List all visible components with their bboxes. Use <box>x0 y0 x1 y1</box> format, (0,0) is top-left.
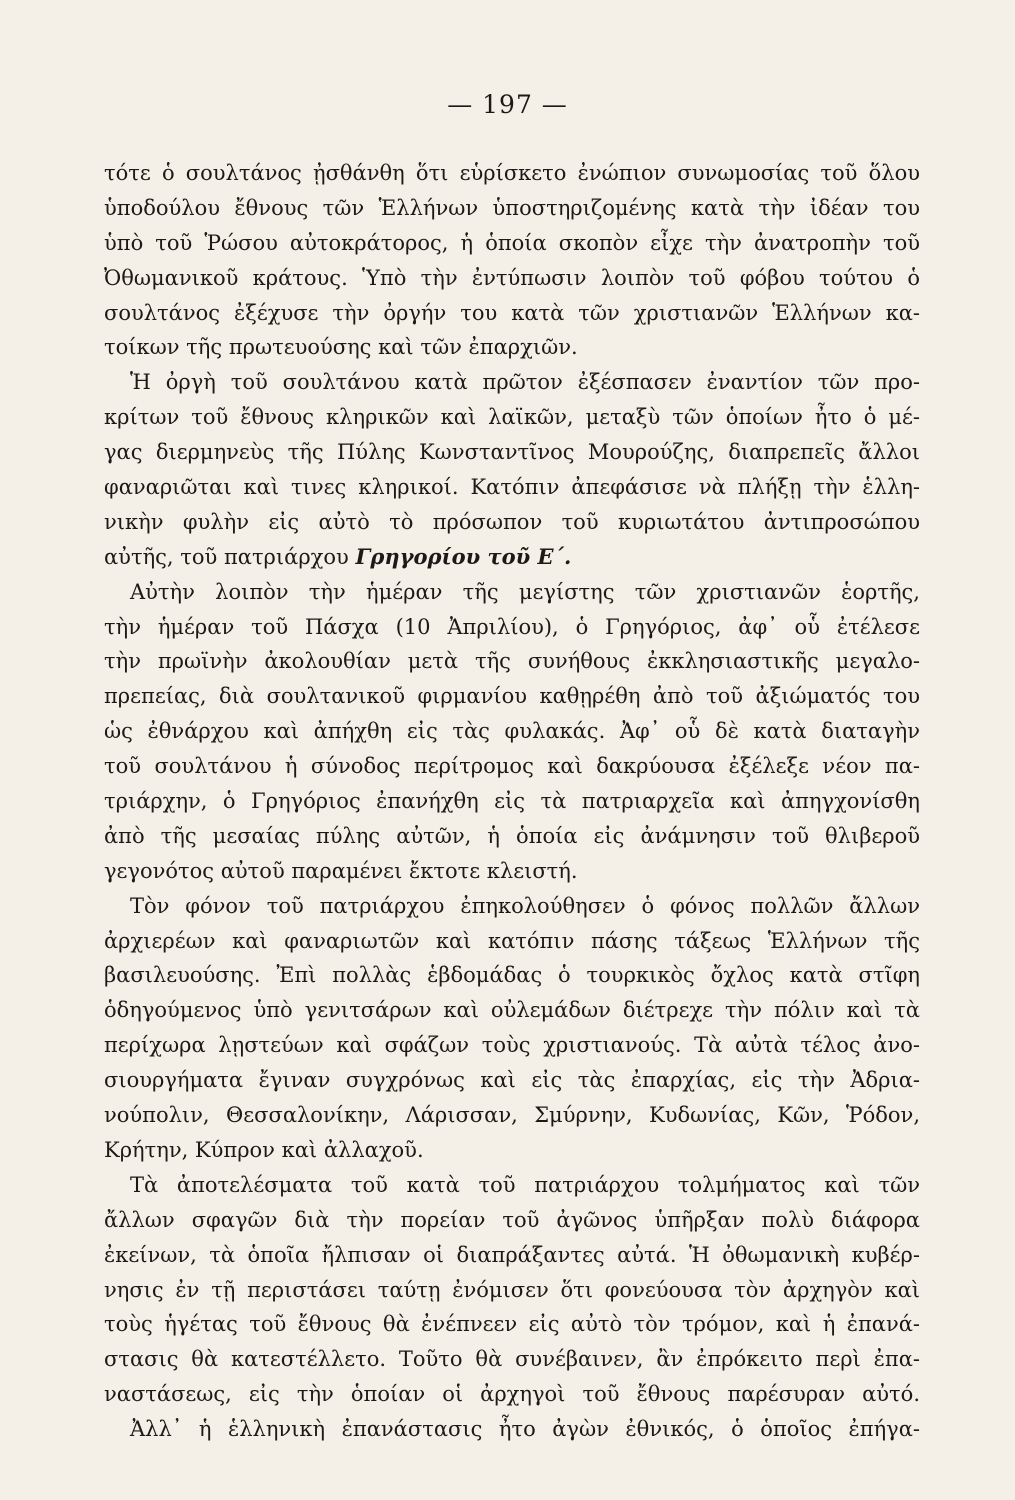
text-line: τοῦ σουλτάνου ἡ σύνοδος περίτρομος καὶ δακρύουσα ἐξέλεξε νέον πα- <box>104 754 920 779</box>
text-line: Τὸν φόνον τοῦ πατριάρχου ἐπηκολούθησεν ὁ φόνος πολλῶν ἄλλων <box>130 893 920 918</box>
text-line: Ἀλλ᾽ ἡ ἑλληνικὴ ἐπανάστασις ἦτο ἀγὼν ἐθνικός, ὁ ὁποῖος ἐπήγα- <box>130 1417 920 1442</box>
text-line: τὴν ἡμέραν τοῦ Πάσχα (10 Ἀπριλίου), ὁ Γρηγόριος, ἀφ᾽ οὗ ἐτέλεσε <box>104 614 920 639</box>
page-number: — 197 — <box>447 90 568 119</box>
text-line: ἄλλων σφαγῶν διὰ τὴν πορείαν τοῦ ἀγῶνος ὑπῆρξαν πολὺ διάφορα <box>104 1207 920 1232</box>
text-line: σιουργήματα ἔγιναν συγχρόνως καὶ εἰς τὰς ἐπαρχίας, εἰς τὴν Ἀδρια- <box>104 1068 920 1093</box>
text-line: στασις θὰ κατεστέλλετο. Τοῦτο θὰ συνέβαινεν, ἂν ἐπρόκειτο περὶ ἐπα- <box>104 1347 920 1372</box>
text-line: σουλτάνος ἐξέχυσε τὴν ὀργήν του κατὰ τῶν χριστιανῶν Ἑλλήνων κα- <box>104 300 920 325</box>
text-line: τὴν πρωϊνὴν ἀκολουθίαν μετὰ τῆς συνήθους ἐκκλησιαστικῆς μεγαλο- <box>104 649 920 674</box>
text-line: ὑπὸ τοῦ Ῥώσου αὐτοκράτορος, ἡ ὁποία σκοπὸν εἶχε τὴν ἀνατροπὴν τοῦ <box>104 230 920 255</box>
text-line: γας διερμηνεὺς τῆς Πύλης Κωνσταντῖνος Μουρούζης, διαπρεπεῖς ἄλλοι <box>104 440 920 465</box>
text-line: ἀπὸ τῆς μεσαίας πύλης αὐτῶν, ἡ ὁποία εἰς ἀνάμνησιν τοῦ θλιβεροῦ <box>104 823 920 848</box>
text-line: ἀρχιερέων καὶ φαναριωτῶν καὶ κατόπιν πάσης τάξεως Ἑλλήνων τῆς <box>104 928 920 953</box>
text-line: περίχωρα λῃστεύων καὶ σφάζων τοὺς χριστιανούς. Τὰ αὐτὰ τέλος ἀνο- <box>104 1033 920 1058</box>
text-line: ὡς ἐθνάρχου καὶ ἀπήχθη εἰς τὰς φυλακάς. Ἀφ᾽ οὗ δὲ κατὰ διαταγὴν <box>104 719 920 744</box>
text-line: τοὺς ἡγέτας τοῦ ἔθνους θὰ ἐνέπνεεν εἰς αὐτὸ τὸν τρόμον, καὶ ἡ ἐπανά- <box>104 1312 920 1337</box>
text-line: τοίκων τῆς πρωτευούσης καὶ τῶν ἐπαρχιῶν. <box>104 335 578 360</box>
text-line: ναστάσεως, εἰς τὴν ὁποίαν οἱ ἀρχηγοὶ τοῦ ἔθνους παρέσυραν αὐτό. <box>104 1382 920 1407</box>
text-line: νούπολιν, Θεσσαλονίκην, Λάρισσαν, Σμύρνην, Κυδωνίας, Κῶν, Ῥόδον, <box>104 1103 920 1128</box>
text-line: κρίτων τοῦ ἔθνους κληρικῶν καὶ λαϊκῶν, μεταξὺ τῶν ὁποίων ἦτο ὁ μέ- <box>104 405 920 430</box>
text-line: Ἡ ὀργὴ τοῦ σουλτάνου κατὰ πρῶτον ἐξέσπασεν ἐναντίον τῶν προ- <box>130 370 920 395</box>
text-line: Τὰ ἀποτελέσματα τοῦ κατὰ τοῦ πατριάρχου τολμήματος καὶ τῶν <box>130 1172 920 1197</box>
text-line: ἐκείνων, τὰ ὁποῖα ἤλπισαν οἱ διαπράξαντες αὐτά. Ἡ ὀθωμανικὴ κυβέρ- <box>104 1242 920 1267</box>
text-line: νησις ἐν τῇ περιστάσει ταύτῃ ἐνόμισεν ὅτι φονεύουσα τὸν ἀρχηγὸν καὶ <box>104 1277 920 1302</box>
text-line: Ὀθωμανικοῦ κράτους. Ὑπὸ τὴν ἐντύπωσιν λοιπὸν τοῦ φόβου τούτου ὁ <box>104 265 920 290</box>
text-line: βασιλευούσης. Ἐπὶ πολλὰς ἑβδομάδας ὁ τουρκικὸς ὄχλος κατὰ στῖφη <box>104 963 920 988</box>
text-line: τριάρχην, ὁ Γρηγόριος ἐπανήχθη εἰς τὰ πατριαρχεῖα καὶ ἀπηγχονίσθη <box>104 789 920 814</box>
text-line: πρεπείας, διὰ σουλτανικοῦ φιρμανίου καθῃρέθη ἀπὸ τοῦ ἀξιώματός του <box>104 684 920 709</box>
text-line: τότε ὁ σουλτάνος ᾐσθάνθη ὅτι εὑρίσκετο ἐνώπιον συνωμοσίας τοῦ ὅλου <box>104 161 920 185</box>
body-text <box>104 156 920 1447</box>
text-line-start: αὐτῆς, τοῦ πατριάρχου <box>104 544 356 569</box>
text-line-with-emphasis <box>104 540 920 575</box>
text-line: φαναριῶται καὶ τινες κληρικοί. Κατόπιν ἀπεφάσισε νὰ πλήξῃ τὴν ἑλλη- <box>104 475 920 500</box>
text-line: Κρήτην, Κύπρον καὶ ἀλλαχοῦ. <box>104 1137 424 1162</box>
text-line: ὁδηγούμενος ὑπὸ γενιτσάρων καὶ οὐλεμάδων διέτρεχε τὴν πόλιν καὶ τὰ <box>104 998 920 1023</box>
text-line: γεγονότος αὐτοῦ παραμένει ἔκτοτε κλειστή. <box>104 858 578 883</box>
text-line: Αὐτὴν λοιπὸν τὴν ἡμέραν τῆς μεγίστης τῶν χριστιανῶν ἑορτῆς, <box>130 579 920 604</box>
patriarch-name-emphasis: Γρηγορίου τοῦ Ε΄. <box>355 543 572 569</box>
text-line: ὑποδούλου ἔθνους τῶν Ἑλλήνων ὑποστηριζομένης κατὰ τὴν ἰδέαν του <box>104 195 920 220</box>
text-line: νικὴν φυλὴν εἰς αὐτὸ τὸ πρόσωπον τοῦ κυριωτάτου ἀντιπροσώπου <box>104 509 920 534</box>
